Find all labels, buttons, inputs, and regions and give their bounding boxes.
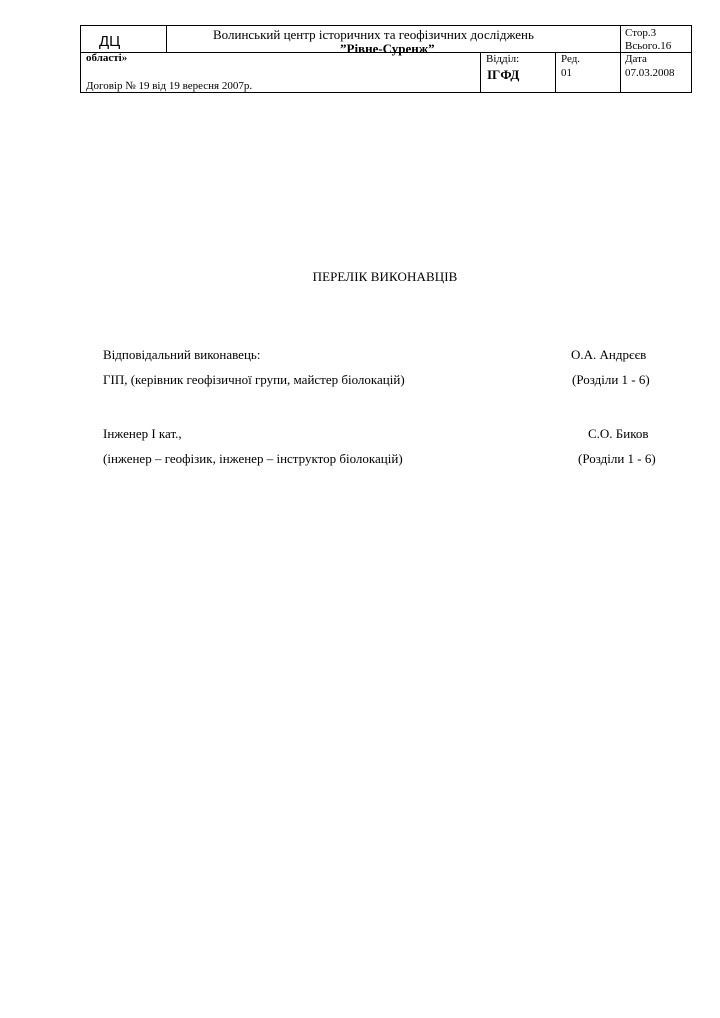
contract-reference: Договір № 19 від 19 вересня 2007р. — [86, 80, 253, 92]
page-total: Всього.16 — [625, 40, 672, 52]
executor-name: О.А. Андрєєв — [571, 347, 647, 362]
executor-description: ГІП, (керівник геофізичної групи, майстер біолокацій) — [103, 372, 405, 387]
executor-sections: (Розділи 1 - 6) — [578, 451, 656, 466]
date-label: Дата — [625, 53, 647, 65]
organization-name: Волинський центр історичних та геофізичних досліджень — [213, 27, 534, 42]
page-number: Стор.3 — [625, 27, 657, 39]
header-divider — [480, 52, 481, 93]
executor-role: Відповідальний виконавець: — [103, 347, 261, 362]
date-value: 07.03.2008 — [625, 67, 675, 79]
header-divider — [555, 52, 556, 93]
department-value: ІГФД — [487, 67, 520, 82]
executor-role: Інженер І кат., — [103, 426, 182, 441]
header-divider — [620, 25, 621, 93]
department-label: Відділ: — [486, 53, 520, 65]
executor-name: С.О. Биков — [588, 426, 649, 441]
client-fragment: області» — [86, 52, 128, 64]
logo: ДЦ — [99, 33, 121, 50]
revision-label: Ред. — [561, 53, 581, 65]
revision-value: 01 — [561, 67, 572, 79]
executor-sections: (Розділи 1 - 6) — [572, 372, 650, 387]
header-divider — [166, 25, 167, 52]
page-title: ПЕРЕЛІК ВИКОНАВЦІВ — [312, 269, 458, 284]
organization-subtitle: ”Рівне-Суренж” — [340, 41, 435, 56]
executor-description: (інженер – геофізик, інженер – інструктор біолокацій) — [103, 451, 403, 466]
